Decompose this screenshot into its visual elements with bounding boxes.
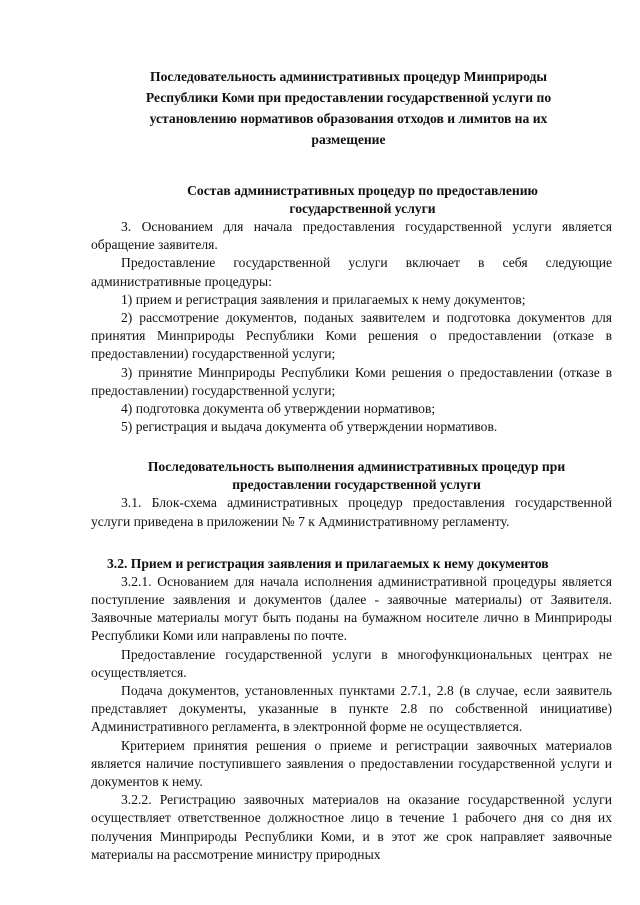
paragraph: 3.1. Блок-схема административных процедур предоставления государственной услуги приведена в приложении № 7 к Административному регламенту. <box>91 495 612 529</box>
title-line: Последовательность административных процедур Минприроды <box>150 69 547 84</box>
paragraph: Предоставление государственной услуги в многофункциональных центрах не осуществляется. <box>91 646 612 680</box>
paragraph: Критерием принятия решения о приеме и регистрации заявочных материалов является наличие поступившего заявления о предоставлении государственной услуги и документов к нему. <box>91 737 612 790</box>
section-heading-reception: 3.2. Прием и регистрация заявления и прилагаемых к нему документов <box>107 555 549 571</box>
paragraph: Предоставление государственной услуги включает в себя следующие административные процедуры: <box>91 255 612 289</box>
paragraph: Подача документов, установленных пунктами 2.7.1, 2.8 (в случае, если заявитель представляет документы, указанные в пункте 2.8 по собственной инициативе) Административного регламента, в электронной форме не осуществляется. <box>91 683 612 735</box>
list-item: 3) принятие Минприроды Республики Коми решения о предоставлении (отказе в предоставлении) государственной услуги; <box>91 364 612 398</box>
heading-line: предоставлении государственной услуги <box>232 477 481 493</box>
heading-line: государственной услуги <box>289 201 436 216</box>
paragraph: 3. Основанием для начала предоставления государственной услуги является обращение заявителя. <box>91 219 612 253</box>
title-line: размещение <box>311 132 386 147</box>
title-line: Республики Коми при предоставлении государственной услуги по <box>145 90 552 105</box>
heading-line: Последовательность выполнения административных процедур при <box>147 459 566 475</box>
paragraph: 3.2.1. Основанием для начала исполнения административной процедуры является поступление заявления и документов (далее - заявочные материалы) от Заявителя. Заявочные материалы могут быть поданы на бумажном носителе лично в Минприроды Республики Коми или направлены по почте. <box>91 573 612 644</box>
section-heading-composition <box>91 182 612 218</box>
section-body-reception <box>91 573 612 864</box>
heading-line: Состав административных процедур по предоставлению <box>187 183 538 198</box>
list-item: 1) прием и регистрация заявления и прилагаемых к нему документов; <box>121 291 526 307</box>
document-title <box>91 66 606 150</box>
list-item: 2) рассмотрение документов, поданых заявителем и подготовка документов для принятия Минприроды Республики Коми решения о предоставлении (отказе в предоставлении) государственной услуги; <box>91 310 612 362</box>
paragraph: 3.2.2. Регистрацию заявочных материалов на оказание государственной услуги осуществляет ответственное должностное лицо в течение 1 рабочего дня со дня их получения Минприроды Республики Коми, и в этот же срок направляет заявочные материалы на рассмотрение министру природных <box>91 792 612 862</box>
section-body-composition <box>91 218 612 436</box>
list-item: 4) подготовка документа об утверждении нормативов; <box>121 401 436 417</box>
section-body-sequence <box>91 494 612 530</box>
title-line: установлению нормативов образования отходов и лимитов на их <box>149 111 548 126</box>
section-heading-sequence <box>91 458 612 494</box>
list-item: 5) регистрация и выдача документа об утверждении нормативов. <box>121 419 498 435</box>
